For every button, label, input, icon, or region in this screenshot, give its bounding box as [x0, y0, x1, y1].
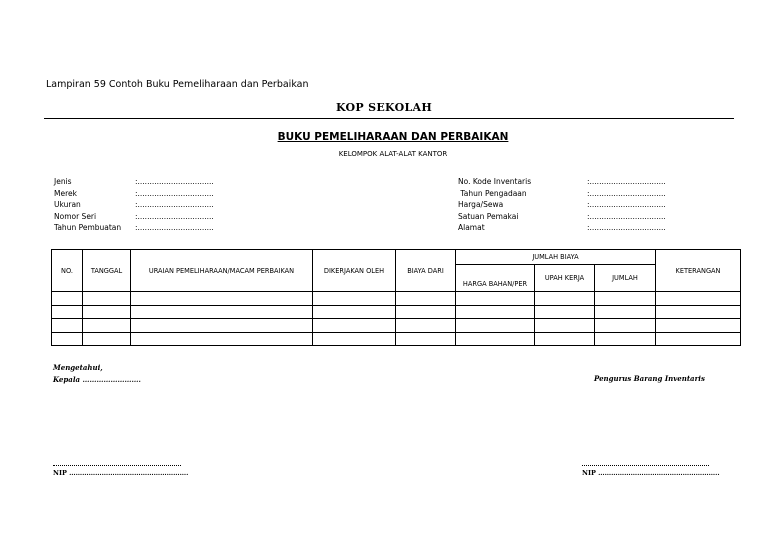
- info-value-alamat: :................................: [587, 223, 666, 233]
- col-header-keterangan: KETERANGAN: [656, 250, 741, 292]
- col-header-upah-kerja: UPAH KERJA: [535, 265, 595, 292]
- page-subtitle: KELOMPOK ALAT-ALAT KANTOR: [338, 150, 448, 158]
- info-value-satuan-pemakai: :................................: [587, 211, 666, 221]
- info-label-merek: Merek: [54, 188, 77, 198]
- signature-line-left: [53, 465, 181, 466]
- acknowledgement-block: [53, 362, 141, 386]
- table-row: [52, 292, 741, 306]
- info-label-jenis: Jenis: [54, 177, 72, 186]
- info-label-alamat: Alamat: [458, 223, 485, 233]
- col-header-harga-bahan: HARGA BAHAN/PER: [456, 265, 535, 292]
- nip-left: NIP ……………………………………………….: [53, 469, 189, 477]
- info-label-harga-sewa: Harga/Sewa: [458, 200, 504, 210]
- table-row: [52, 319, 741, 333]
- maintenance-table: [51, 249, 741, 346]
- col-header-biaya-dari: BIAYA DARI: [396, 250, 456, 292]
- table-row: [52, 332, 741, 346]
- info-value-jenis: :................................: [135, 177, 214, 186]
- info-label-nomor-seri: Nomor Seri: [54, 211, 97, 221]
- table-row: [52, 305, 741, 319]
- info-left-values: [135, 176, 214, 234]
- info-value-ukuran: :................................: [135, 200, 214, 210]
- col-header-tanggal: TANGGAL: [83, 250, 131, 292]
- pengurus-label: Pengurus Barang Inventaris: [594, 374, 705, 383]
- info-value-nomor-seri: :................................: [135, 211, 214, 221]
- col-header-jumlah-biaya: JUMLAH BIAYA: [456, 250, 656, 265]
- info-left-labels: [54, 176, 121, 234]
- info-value-harga-sewa: :................................: [587, 200, 666, 210]
- header-divider: [44, 118, 734, 119]
- mengetahui-label: Mengetahui,: [53, 363, 103, 372]
- kepala-label: Kepala …………………….: [53, 375, 141, 384]
- school-letterhead: KOP SEKOLAH: [335, 101, 433, 114]
- page-title: BUKU PEMELIHARAAN DAN PERBAIKAN: [277, 131, 509, 143]
- signature-line-right: [582, 465, 709, 466]
- info-label-tahun-pengadaan: Tahun Pengadaan: [458, 188, 527, 198]
- col-header-uraian: URAIAN PEMELIHARAAN/MACAM PERBAIKAN: [131, 250, 313, 292]
- info-value-tahun-pembuatan: :................................: [135, 223, 214, 233]
- info-label-satuan-pemakai: Satuan Pemakai: [458, 211, 519, 221]
- col-header-dikerjakan-oleh: DIKERJAKAN OLEH: [313, 250, 396, 292]
- info-right-labels: [458, 176, 531, 234]
- col-header-no: NO.: [52, 250, 83, 292]
- info-value-merek: :................................: [135, 188, 214, 198]
- info-label-ukuran: Ukuran: [54, 200, 81, 210]
- info-value-kode-inventaris: :................................: [587, 177, 666, 186]
- info-label-kode-inventaris: No. Kode Inventaris: [458, 177, 532, 186]
- info-label-tahun-pembuatan: Tahun Pembuatan: [54, 223, 122, 233]
- appendix-caption: Lampiran 59 Contoh Buku Pemeliharaan dan Perbaikan: [46, 79, 309, 90]
- info-right-values: [587, 176, 666, 234]
- col-header-jumlah: JUMLAH: [595, 265, 656, 292]
- nip-right: NIP ………………………………………………..: [582, 469, 720, 477]
- info-value-tahun-pengadaan: :................................: [587, 188, 666, 198]
